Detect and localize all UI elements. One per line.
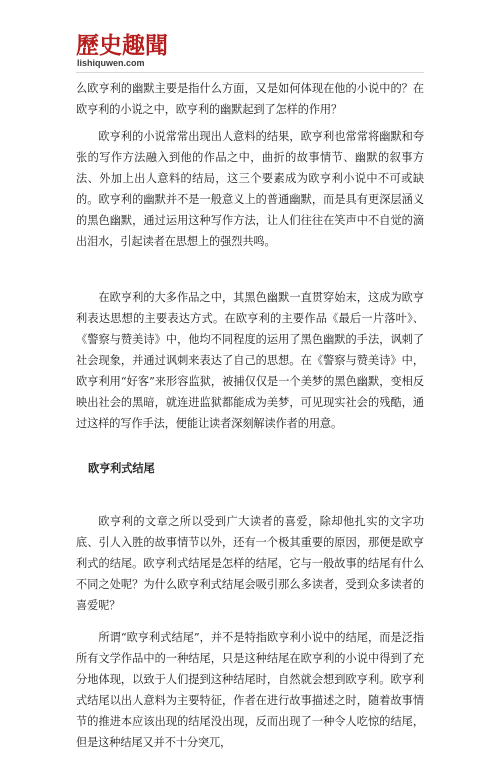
paragraph-ending-definition: 所谓“欧亨利式结尾”，并不是特指欧亨利小说中的结尾，而是泛指所有文学作品中的一种结尾，只是这种结尾在欧亨利的小说中得到了充分地体现，以致于人们提到这种结尾时，自然就会想到欧亨利。欧亨利式结尾以出人意料为主要特征，作者在进行故事描述之时，随着故事情节的推进本应该出现的结尾没出现，反而出现了一种令人吃惊的结尾，但是这种结尾又并不十分突兀， [76,631,424,749]
header-divider [76,72,424,73]
section-heading: 欧亨利式结尾 [88,462,155,475]
paragraph-gap [76,263,424,287]
intro-paragraph: 么欧亨利的幽默主要是指什么方面，又是如何体现在他的小说中的？在欧亨利的小说之中，欧亨利的幽默起到了怎样的作用？ [76,82,424,116]
paragraph-black-humor: 在欧亨利的大多作品之中，其黑色幽默一直贯穿始末，这成为欧亨利表达思想的主要表达方式。在欧亨利的主要作品《最后一片落叶》、《警察与赞美诗》中，他均不同程度的运用了黑色幽默的手法，讽刺了社会现象，并通过讽刺来表达了自己的思想。在《警察与赞美诗》中，欧亨利用“好客”来形容监狱，被捕仅仅是一个美梦的黑色幽默，变相反映出社会的黑暗，就连进监狱都能成为美梦，可见现实社会的残酷，通过这样的写作手法，便能让读者深刻解读作者的用意。 [76,291,424,430]
paragraph-ending-intro: 欧亨利的文章之所以受到广大读者的喜爱，除却他扎实的文字功底、引人入胜的故事情节以外，还有一个极其重要的原因，那便是欧亨利式的结尾。欧亨利式结尾是怎样的结尾，它与一般故事的结尾有什么不同之处呢？为什么欧亨利式结尾会吸引那么多读者，受到众多读者的喜爱呢？ [76,515,424,612]
site-logo[interactable]: 歷史趣聞 [76,32,168,59]
article-body [76,78,424,764]
paragraph-humor-intro: 欧亨利的小说常常出现出人意料的结果，欧亨利也常常将幽默和夸张的写作方法融入到他的作品之中，曲折的故事情节、幽默的叙事方法、外加上出人意料的结局，这三个要素成为欧亨利小说中不可或缺的。欧亨利的幽默并不是一般意义上的普通幽默，而是具有更深层涵义的黑色幽默，通过运用这种写作方法，让人们往往在笑声中不自觉的滴出泪水，引起读者在思想上的强烈共鸣。 [76,130,424,248]
site-url: lishiquwen.com [77,58,145,68]
site-header [0,0,500,74]
